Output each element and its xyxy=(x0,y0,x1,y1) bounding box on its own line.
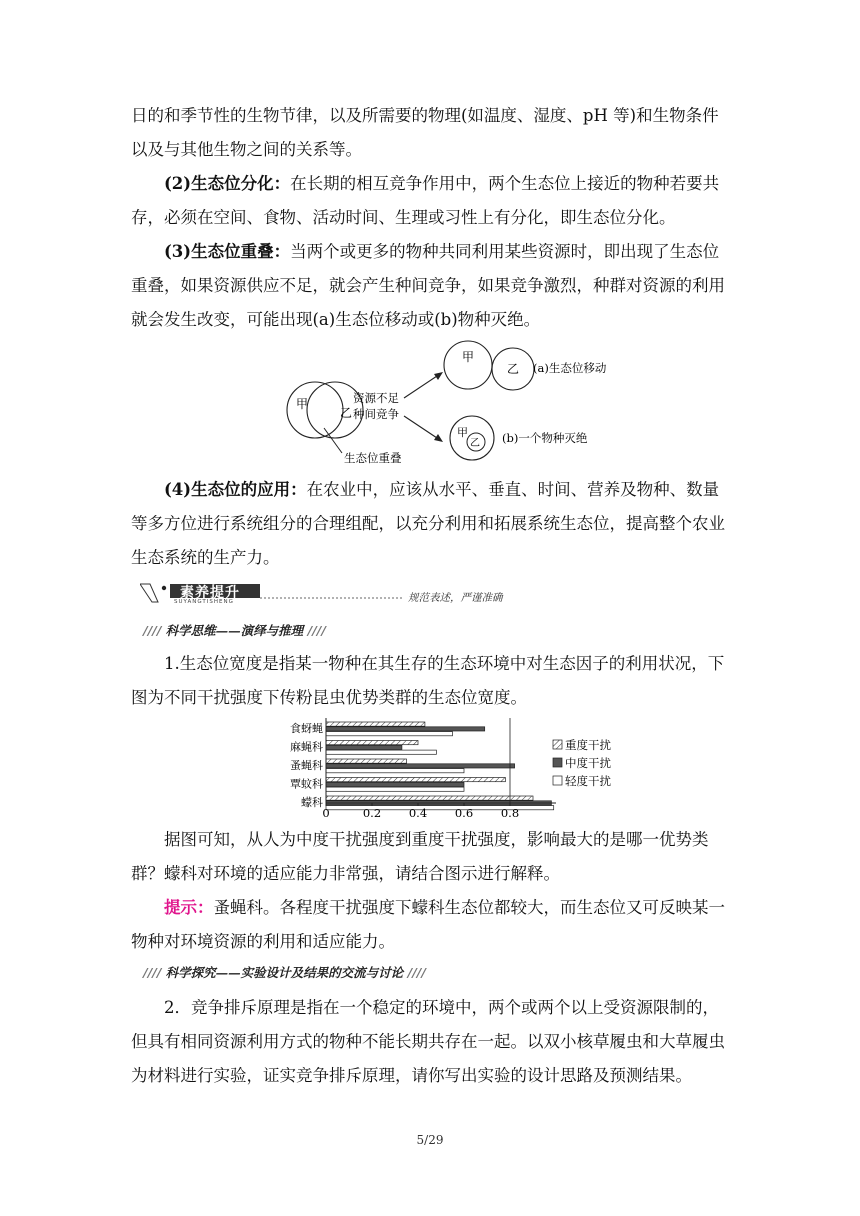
subhead-text: 科学探究——实验设计及结果的交流与讨论 xyxy=(165,965,404,980)
bar-重度干扰 xyxy=(326,796,533,800)
paragraph-niche-application xyxy=(131,473,731,575)
legend-label: 中度干扰 xyxy=(565,756,611,770)
paragraph-text: 在农业中，应该从水平、垂直、时间、营养及物种、数量等多方位进行系统组分的合理组配，以充分利用和拓展系统生态位，提高整个农业生态系统的生产力。 xyxy=(131,480,725,567)
arrow-to-a xyxy=(404,374,440,398)
banner-pinyin: SUYANGTISHENG xyxy=(174,599,234,605)
paragraph-label: (3)生态位重叠： xyxy=(164,242,291,261)
paragraph-niche-differentiation xyxy=(131,167,731,235)
question-text: 2．竞争排斥原理是指在一个稳定的环境中，两个或两个以上受资源限制的，但具有相同资源利用方式的物种不能长期共存在一起。以双小核草履虫和大草履虫为材料进行实验，证实竞争排斥原理，请你写出实验的设计思路及预测结果。 xyxy=(131,998,725,1085)
banner-title: 素养提升 xyxy=(180,585,240,601)
paragraph-label: (2)生态位分化： xyxy=(164,174,291,193)
question-1-ask xyxy=(131,823,731,891)
x-tick-label: 0.4 xyxy=(408,806,428,820)
label-result-b: (b)一个物种灭绝 xyxy=(502,431,588,445)
circle-jia-a xyxy=(444,341,492,389)
label-yi-a: 乙 xyxy=(507,362,520,376)
section-banner xyxy=(140,582,520,610)
label-competition: 种间竞争 xyxy=(353,407,399,421)
subhead-text: 科学思维——演绎与推理 xyxy=(165,623,304,638)
paragraph-intro xyxy=(131,99,731,167)
question-text: 1.生态位宽度是指某一物种在其生存的生态环境中对生态因子的利用状况，下图为不同干扰强度下传粉昆虫优势类群的生态位宽度。 xyxy=(131,654,725,707)
question-2 xyxy=(131,991,731,1093)
subhead-scientific-thinking xyxy=(143,621,326,639)
x-tick-label: 0 xyxy=(322,806,330,820)
bar-中度干扰 xyxy=(326,782,464,786)
subhead-ornament-right: //// xyxy=(407,965,426,980)
bar-轻度干扰 xyxy=(326,787,464,791)
bar-重度干扰 xyxy=(326,778,505,782)
subhead-ornament-right: //// xyxy=(307,623,326,638)
niche-overlap-diagram xyxy=(280,338,620,470)
paragraph-text: 日的和季节性的生物节律，以及所需要的物理(如温度、湿度、pH 等)和生物条件以及与其他生物之间的关系等。 xyxy=(131,106,719,159)
subhead-ornament-left: //// xyxy=(143,623,162,638)
bar-轻度干扰 xyxy=(326,732,453,736)
bar-轻度干扰 xyxy=(326,769,464,773)
label-jia-a: 甲 xyxy=(462,350,475,364)
paragraph-niche-overlap xyxy=(131,235,731,337)
subhead-scientific-inquiry xyxy=(143,963,426,981)
arrowhead-a xyxy=(434,372,443,380)
x-tick-label: 0.8 xyxy=(500,806,520,820)
question-text: 据图可知，从人为中度干扰强度到重度干扰强度，影响最大的是哪一优势类群？蠓科对环境的适应能力非常强，请结合图示进行解释。 xyxy=(131,830,709,883)
arrowhead-b xyxy=(434,434,443,442)
category-label: 麻蝇科 xyxy=(290,740,323,754)
bar-中度干扰 xyxy=(326,764,515,768)
x-tick-label: 0.2 xyxy=(362,806,382,820)
label-resource-shortage: 资源不足 xyxy=(353,391,399,405)
arrow-to-b xyxy=(404,416,440,440)
legend-swatch xyxy=(553,776,562,785)
paragraph-label: (4)生态位的应用： xyxy=(164,480,307,499)
bar-中度干扰 xyxy=(326,745,402,749)
hint-block xyxy=(131,891,731,959)
question-1 xyxy=(131,647,731,715)
category-label: 蚤蝇科 xyxy=(290,759,323,772)
bar-轻度干扰 xyxy=(326,806,554,810)
bar-轻度干扰 xyxy=(326,750,436,754)
hint-text: 蚤蝇科。各程度干扰强度下蠓科生态位都较大，而生态位又可反映某一物种对环境资源的利用和适应能力。 xyxy=(131,898,725,951)
label-result-a: (a)生态位移动 xyxy=(533,361,607,375)
page-number: 5/29 xyxy=(416,1133,444,1147)
label-jia-b: 甲 xyxy=(457,426,468,439)
label-yi-b: 乙 xyxy=(470,438,480,449)
legend-label: 重度干扰 xyxy=(565,738,611,752)
hint-label: 提示： xyxy=(164,898,214,917)
banner-motto: 规范表述，严谨准确 xyxy=(408,592,503,604)
category-label: 覃蚊科 xyxy=(290,777,323,791)
paragraph-text: 当两个或更多的物种共同利用某些资源时，即出现了生态位重叠，如果资源供应不足，就会产生种间竞争，如果竞争激烈，种群对资源的利用就会发生改变，可能出现(a)生态位移动或(b)物种灭绝。 xyxy=(131,242,725,329)
label-yi-left: 乙 xyxy=(340,406,353,420)
legend-swatch xyxy=(553,758,562,767)
label-overlap: 生态位重叠 xyxy=(344,451,402,465)
legend-label: 轻度干扰 xyxy=(565,774,611,788)
bar-重度干扰 xyxy=(326,722,425,726)
x-tick-label: 0.6 xyxy=(454,806,474,820)
legend-swatch xyxy=(553,740,562,749)
label-jia-left: 甲 xyxy=(296,397,309,411)
bar-中度干扰 xyxy=(326,727,485,731)
niche-width-bar-chart xyxy=(270,718,620,824)
category-label: 蠓科 xyxy=(301,796,323,809)
bar-重度干扰 xyxy=(326,759,407,763)
subhead-ornament-left: //// xyxy=(143,965,162,980)
paragraph-text: 在长期的相互竞争作用中，两个生态位上接近的物种若要共存，必须在空间、食物、活动时间、生理或习性上有分化，即生态位分化。 xyxy=(131,174,720,227)
category-label: 食蚜蝇 xyxy=(290,722,323,735)
bar-重度干扰 xyxy=(326,741,418,745)
